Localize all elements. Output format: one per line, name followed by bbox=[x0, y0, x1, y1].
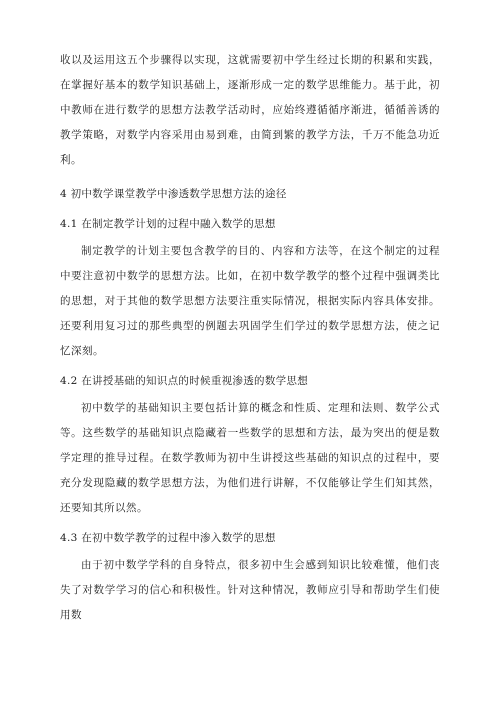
document-page bbox=[60, 48, 440, 628]
paragraph-4-3: 由于初中数学学科的自身特点，很多初中生会感到知识比较难懂，他们丧失了对数学学习的信心和积极性。针对这种情况，教师应引导和帮助学生们使用数 bbox=[60, 559, 440, 621]
subsection-heading-4-1: 4.1 在制定教学计划的过程中融入数学的思想 bbox=[60, 218, 276, 230]
paragraph-continued: 收以及运用这五个步骤得以实现，这就需要初中学生经过长期的积累和实践，在掌握好基本的数学知识基础上，逐渐形成一定的数学思维能力。基于此，初中教师在进行数学的思想方法教学活动时，应始终遵循循序渐进，循循善诱的教学策略，对数学内容采用由易到难，由简到繁的教学方法，千万不能急功近利。 bbox=[60, 54, 440, 166]
section-heading-4: 4 初中数学课堂教学中渗透数学思想方法的途径 bbox=[60, 188, 287, 200]
subsection-heading-4-3: 4.3 在初中数学教学的过程中渗入数学的思想 bbox=[60, 532, 276, 544]
paragraph-4-2: 初中数学的基础知识主要包括计算的概念和性质、定理和法则、数学公式等。这些数学的基础知识点隐藏着一些数学的思想和方法，最为突出的便是数学定理的推导过程。在数学教师为初中生讲授这些基础的知识点的过程中，要充分发现隐藏的数学思想方法，为他们进行讲解，不仅能够让学生们知其然，还要知其所以然。 bbox=[60, 402, 440, 514]
subsection-heading-4-2: 4.2 在讲授基础的知识点的时候重视渗透的数学思想 bbox=[60, 375, 309, 387]
paragraph-4-1: 制定教学的计划主要包含教学的目的、内容和方法等，在这个制定的过程中要注意初中数学的思想方法。比如，在初中数学教学的整个过程中强调类比的思想，对于其他的数学思想方法要注重实际情况，根据实际内容具体安排。还要利用复习过的那些典型的例题去巩固学生们学过的数学思想方法，使之记忆深刻。 bbox=[60, 245, 440, 357]
